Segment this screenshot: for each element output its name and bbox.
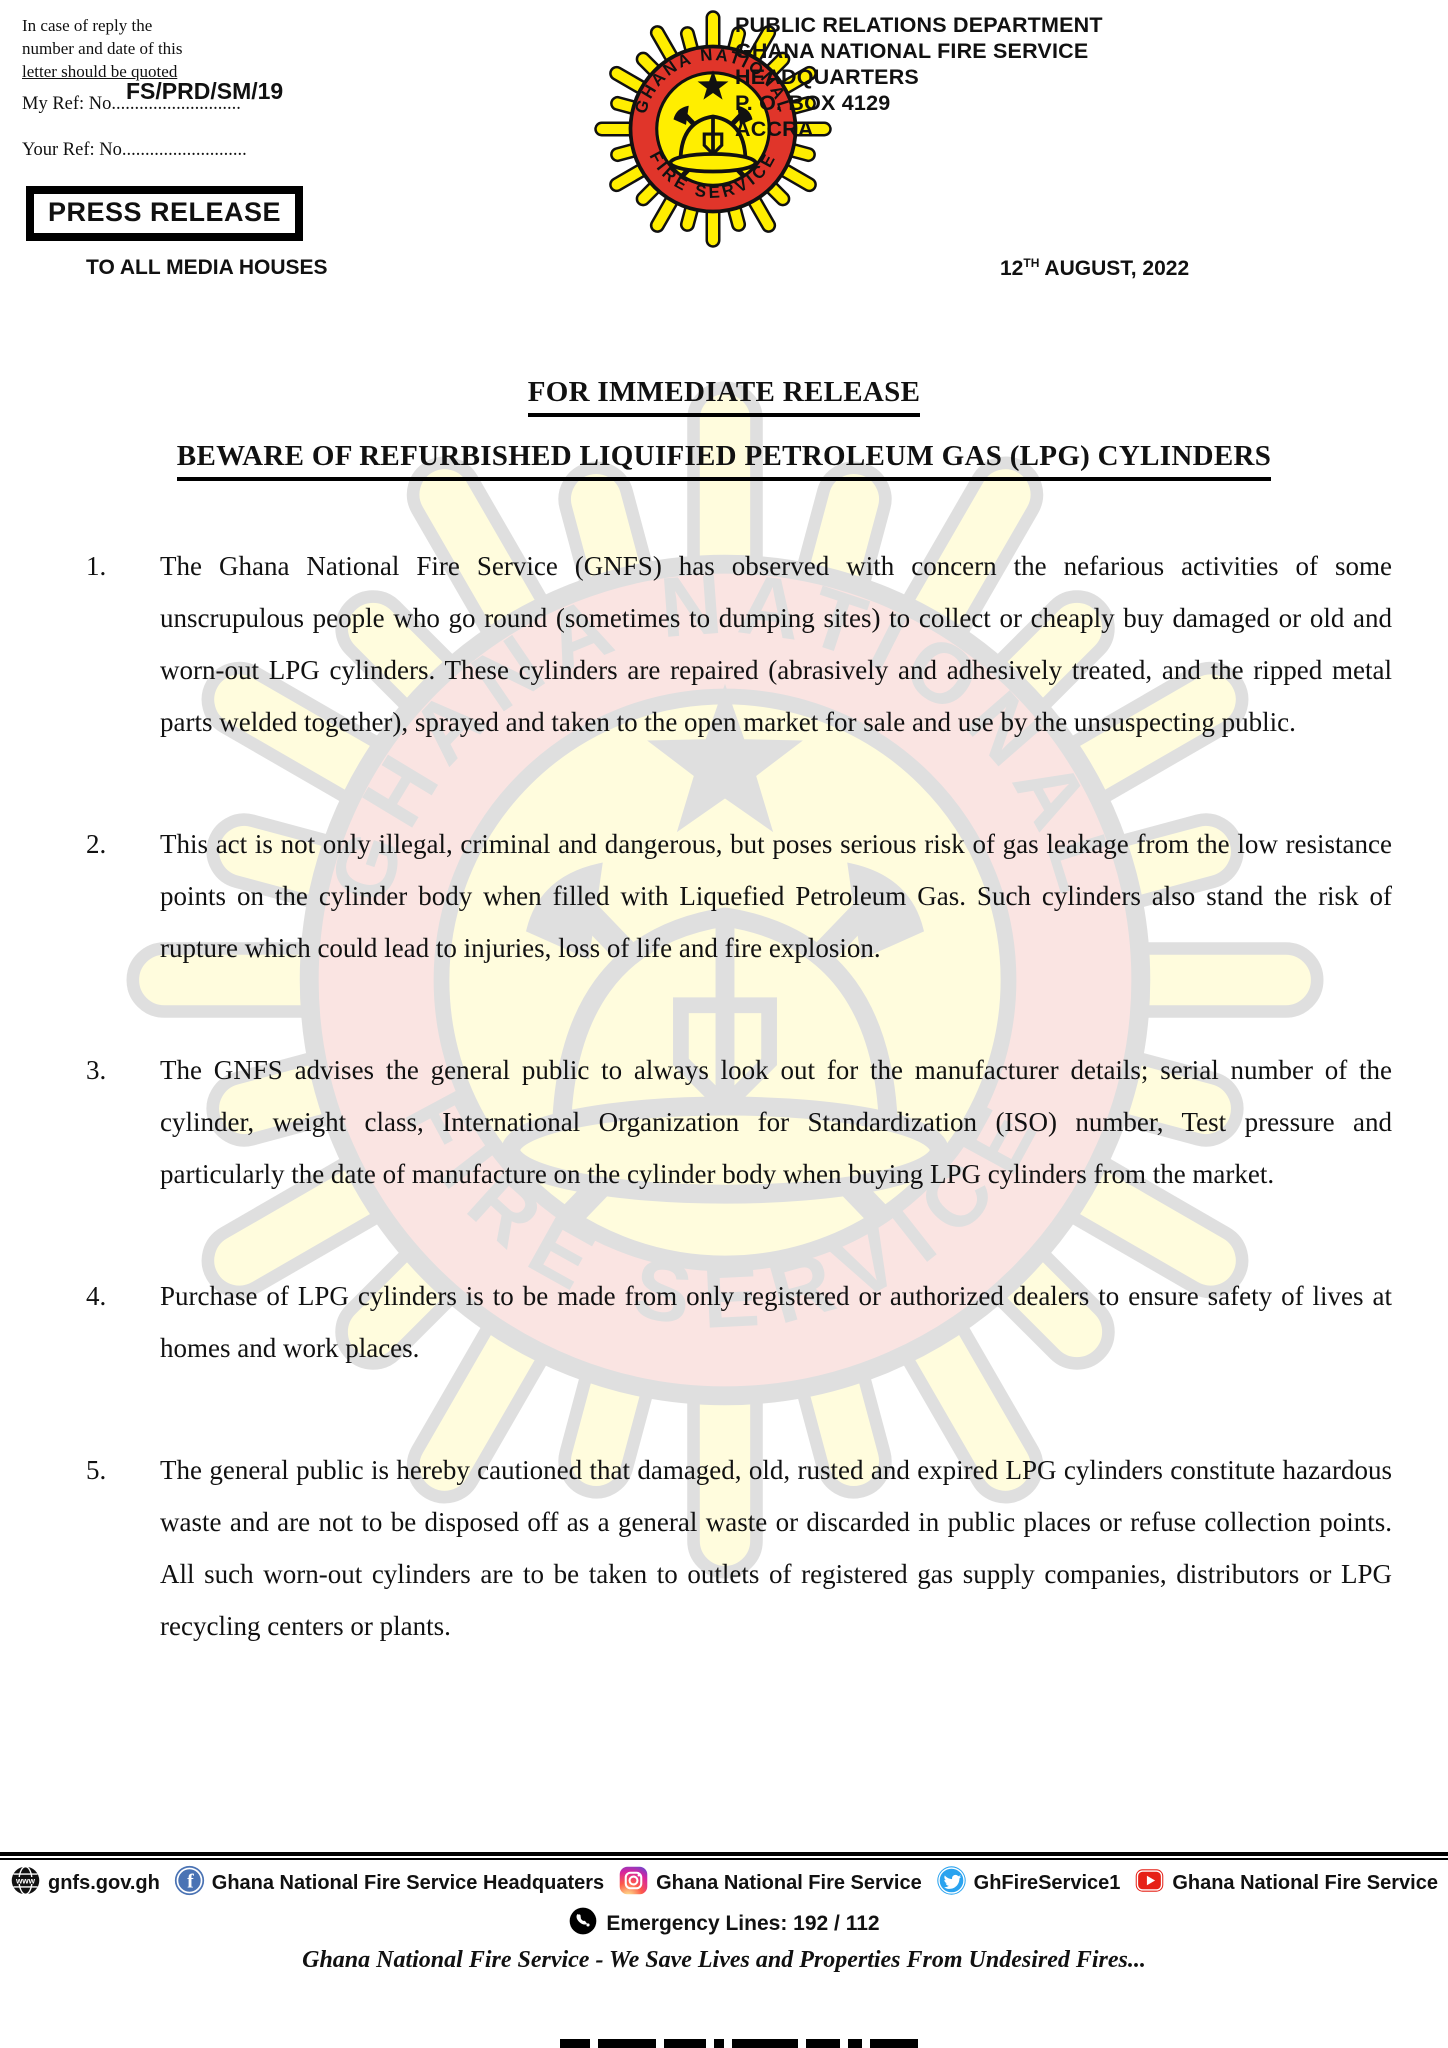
instagram-label: Ghana National Fire Service <box>656 1872 922 1894</box>
website-label: gnfs.gov.gh <box>48 1872 160 1894</box>
paragraph-text: The GNFS advises the general public to always look out for the manufacturer details; serial number of the cylinder, weight class, International Organization for Standardization (ISO) number, Test pressure and particularly the date of manufacture on the cylinder body when buying LPG cylinders from the market. <box>160 1055 1392 1189</box>
your-ref-label: Your Ref: No........................... <box>22 140 247 160</box>
emergency-lines-text: Emergency Lines: 192 / 112 <box>606 1912 880 1935</box>
paragraph-3 <box>86 1044 1392 1200</box>
paragraph-text: Purchase of LPG cylinders is to be made from only registered or authorized dealers to ensure safety of lives at homes and work places. <box>160 1281 1392 1363</box>
my-ref-value: FS/PRD/SM/19 <box>126 78 284 104</box>
paragraph-number: 3. <box>86 1055 107 1085</box>
facebook-icon <box>174 1865 205 1902</box>
page-bottom-cutoff-fragment <box>560 2039 918 2048</box>
instagram-link <box>618 1865 922 1902</box>
paragraph-1 <box>86 540 1392 748</box>
department-line: HEADQUARTERS <box>735 65 919 89</box>
my-ref-label: My Ref: No............................ <box>22 94 241 114</box>
youtube-icon <box>1134 1865 1165 1902</box>
department-line: PUBLIC RELATIONS DEPARTMENT <box>735 13 1103 37</box>
paragraph-number: 4. <box>86 1281 107 1311</box>
paragraph-5 <box>86 1444 1392 1652</box>
facebook-link <box>174 1865 604 1902</box>
svg-text:f: f <box>186 1870 194 1893</box>
instagram-icon <box>618 1865 649 1902</box>
addressee-line: TO ALL MEDIA HOUSES <box>86 256 328 279</box>
department-line: P. O. BOX 4129 <box>735 91 891 115</box>
release-heading: FOR IMMEDIATE RELEASE <box>528 376 920 417</box>
twitter-link <box>936 1865 1121 1902</box>
facebook-label: Ghana National Fire Service Headquaters <box>211 1872 605 1894</box>
footer <box>0 1852 1448 1974</box>
department-address-block <box>735 12 1103 142</box>
paragraph-number: 1. <box>86 551 107 581</box>
paragraph-text: The Ghana National Fire Service (GNFS) has observed with concern the nefarious activities of some unscrupulous people who go round (sometimes to dumping sites) to collect or cheaply buy damaged or old and worn-out LPG cylinders. These cylinders are repaired (abrasively and adhesively treated, and the ripped metal parts welded together), sprayed and taken to the open market for sale and use by the unsuspecting public. <box>160 551 1392 737</box>
emergency-lines-row <box>0 1906 1448 1942</box>
paragraph-4 <box>86 1270 1392 1374</box>
reply-instruction-note: In case of reply the number and date of this letter should be quoted <box>22 16 183 81</box>
paragraph-number: 2. <box>86 829 107 859</box>
paragraph-text: This act is not only illegal, criminal and dangerous, but poses serious risk of gas leakage from the low resistance points on the cylinder body when filled with Liquefied Petroleum Gas. Such cylinders also stand the risk of rupture which could lead to injuries, loss of life and fire explosion. <box>160 829 1392 963</box>
press-release-stamp: PRESS RELEASE <box>26 186 303 241</box>
social-links-row <box>0 1860 1448 1903</box>
subject-heading: BEWARE OF REFURBISHED LIQUIFIED PETROLEUM GAS (LPG) CYLINDERS <box>177 440 1271 481</box>
footer-slogan: Ghana National Fire Service - We Save Lives and Properties From Undesired Fires... <box>302 1947 1146 1973</box>
svg-text:www: www <box>15 1876 36 1886</box>
footer-divider <box>0 1852 1448 1860</box>
globe-icon <box>10 1865 41 1902</box>
paragraph-number: 5. <box>86 1455 107 1485</box>
body-paragraphs <box>86 540 1392 1722</box>
department-line: ACCRA <box>735 117 814 141</box>
paragraph-text: The general public is hereby cautioned that damaged, old, rusted and expired LPG cylinders constitute hazardous waste and are not to be disposed off as a general waste or discarded in public places or refuse collection points. All such worn-out cylinders are to be taken to outlets of registered gas supply companies, distributors or LPG recycling centers or plants. <box>160 1455 1392 1641</box>
department-line: GHANA NATIONAL FIRE SERVICE <box>735 39 1089 63</box>
youtube-label: Ghana National Fire Service <box>1172 1872 1438 1894</box>
twitter-label: GhFireService1 <box>973 1872 1121 1894</box>
date-line: 12TH AUGUST, 2022 <box>1000 256 1190 280</box>
twitter-icon <box>936 1865 967 1902</box>
phone-icon <box>568 1906 598 1942</box>
paragraph-2 <box>86 818 1392 974</box>
website-link <box>10 1865 160 1902</box>
youtube-link <box>1134 1865 1438 1902</box>
